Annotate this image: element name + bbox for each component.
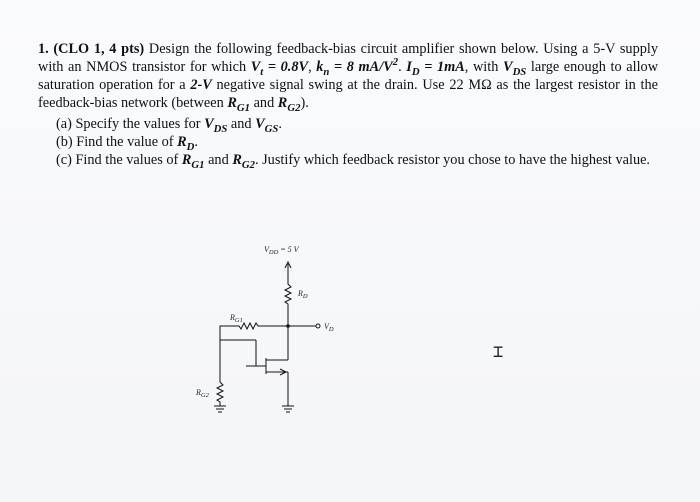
rg2-symbol: R (277, 95, 288, 111)
rg2-subscript: G2 (287, 101, 301, 114)
vds-subscript: DS (512, 65, 527, 78)
rg1-symbol: R (227, 95, 237, 111)
vd-label: $V_D$ (324, 322, 334, 333)
question-parts (38, 115, 658, 169)
id-value: = 1mA (419, 59, 465, 75)
feedback-bias-circuit (190, 232, 334, 422)
intro-text-5: ). (300, 95, 309, 111)
rd-resistor (285, 280, 291, 326)
rd-subscript: D (186, 140, 195, 153)
vds-symbol: V (503, 59, 513, 75)
part-c-text: (c) Find the values of (56, 152, 182, 168)
kn-superscript: 2 (392, 56, 399, 69)
circuit-schematic (190, 232, 334, 422)
swing-value: 2-V (190, 77, 212, 93)
intro-text-4: negative signal swing at the drain. Use 22 MΩ as the largest resistor in the feedback-bias network (between (38, 77, 658, 111)
intro-text-2: , with (464, 59, 504, 75)
drain-node (286, 324, 290, 328)
vgs-subscript: GS (264, 122, 279, 135)
part-b (56, 133, 658, 151)
vds-symbol: V (204, 116, 214, 132)
part-a-text: (a) Specify the values for (56, 116, 205, 132)
period: . (278, 116, 282, 132)
rg2-resistor (217, 340, 223, 406)
rd-label: $R_D$ (298, 289, 308, 300)
vdd-label: $V_{DD} = 5$ V (264, 245, 299, 256)
id-symbol: I (406, 59, 412, 75)
vt-subscript: t (260, 65, 264, 78)
and-text: and (227, 116, 256, 132)
problem-intro (38, 40, 658, 112)
period: . (398, 59, 407, 75)
problem-statement (38, 40, 658, 169)
part-b-text: (b) Find the value of (56, 134, 178, 150)
part-c-text-end: . Justify which feedback resistor you chose to have the highest value. (254, 152, 651, 168)
rg2-subscript: G2 (241, 158, 255, 171)
vds-subscript: DS (213, 122, 228, 135)
kn-subscript: n (323, 65, 330, 78)
kn-value: = 8 mA/V (329, 59, 393, 75)
rg1-subscript: G1 (191, 158, 205, 171)
text-cursor-icon: ⌶ (493, 342, 504, 362)
period: . (194, 134, 198, 150)
rg1-resistor (220, 323, 288, 340)
part-c (56, 151, 658, 169)
comma: , (308, 59, 317, 75)
problem-number: 1. (CLO 1, 4 pts) (38, 41, 145, 57)
part-a (56, 115, 658, 133)
rd-symbol: R (177, 134, 187, 150)
vd-terminal (316, 324, 320, 328)
kn-symbol: k (316, 59, 324, 75)
vt-value: = 0.8V (263, 59, 309, 75)
vgs-symbol: V (255, 116, 265, 132)
rg1-symbol: R (181, 152, 192, 168)
rg2-symbol: R (232, 152, 242, 168)
intro-text-1: Design the following feedback-bias circuit amplifier shown below. Using a 5-V supply with an NMOS transistor for which (38, 41, 659, 75)
rg1-subscript: G1 (236, 101, 250, 114)
rg1-label: $R_{G1}$ (230, 313, 243, 324)
rg2-label: $R_{G2}$ (196, 388, 209, 399)
and-text: and (250, 95, 278, 111)
intro-text-3: large enough to allow saturation operation for a (38, 59, 659, 93)
id-subscript: D (411, 65, 420, 78)
and-text: and (204, 152, 233, 168)
vt-symbol: V (250, 59, 261, 75)
